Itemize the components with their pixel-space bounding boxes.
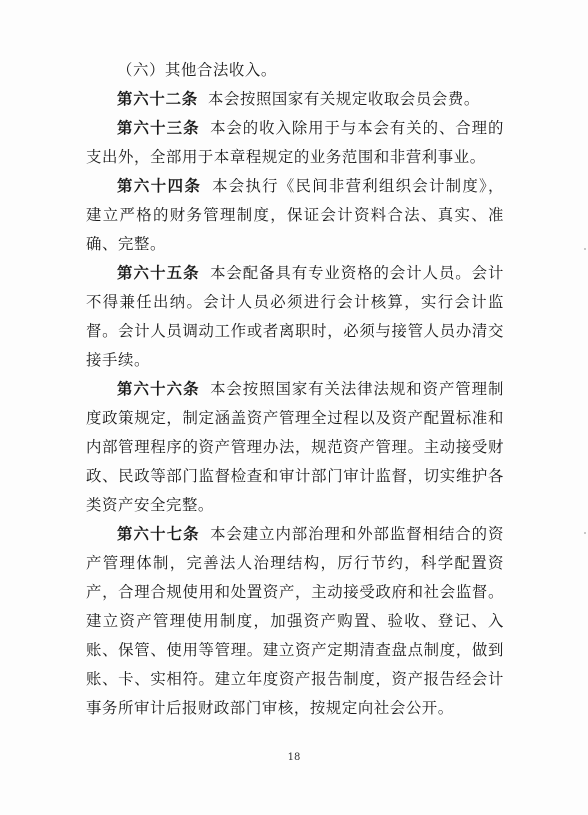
article-64 bbox=[86, 172, 504, 259]
scan-artifact bbox=[584, 532, 586, 534]
article-heading: 第六十七条 bbox=[117, 525, 200, 543]
article-text: 本会按照国家有关规定收取会员会费。 bbox=[207, 90, 480, 108]
page-number: 18 bbox=[287, 752, 301, 763]
paragraph-text: （六）其他合法收入。 bbox=[117, 61, 277, 79]
article-heading: 第六十二条 bbox=[117, 90, 198, 108]
article-65 bbox=[86, 259, 504, 375]
article-heading: 第六十六条 bbox=[117, 380, 200, 398]
article-heading: 第六十五条 bbox=[117, 264, 200, 282]
article-63 bbox=[86, 114, 504, 172]
document-body bbox=[86, 56, 504, 723]
article-67 bbox=[86, 520, 504, 723]
article-text: 本会建立内部治理和外部监督相结合的资产管理体制，完善法人治理结构，厉行节约，科学配置资产，合理合规使用和处置资产，主动接受政府和社会监督。建立资产管理使用制度，加强资产购置、验收、登记、入账、保管、使用等管理。建立资产定期清查盘点制度，做到账、卡、实相符。建立年度资产报告制度，资产报告经会计事务所审计后报财政部门审核，按规定向社会公开。 bbox=[86, 525, 504, 717]
article-text: 本会的收入除用于与本会有关的、合理的支出外，全部用于本章程规定的业务范围和非营利事业。 bbox=[86, 119, 504, 166]
paragraph-income-item-6 bbox=[86, 56, 504, 85]
article-heading: 第六十四条 bbox=[117, 177, 202, 195]
article-62 bbox=[86, 85, 504, 114]
scan-artifact bbox=[584, 248, 586, 250]
article-text: 本会执行《民间非营利组织会计制度》，建立严格的财务管理制度，保证会计资料合法、真实、准确、完整。 bbox=[86, 177, 504, 253]
article-text: 本会配备具有专业资格的会计人员。会计不得兼任出纳。会计人员必须进行会计核算，实行会计监督。会计人员调动工作或者离职时，必须与接管人员办清交接手续。 bbox=[86, 264, 504, 369]
article-66 bbox=[86, 375, 504, 520]
article-heading: 第六十三条 bbox=[117, 119, 200, 137]
article-text: 本会按照国家有关法律法规和资产管理制度政策规定，制定涵盖资产管理全过程以及资产配置标准和内部管理程序的资产管理办法，规范资产管理。主动接受财政、民政等部门监督检查和审计部门审计监督，切实维护各类资产安全完整。 bbox=[86, 380, 504, 514]
